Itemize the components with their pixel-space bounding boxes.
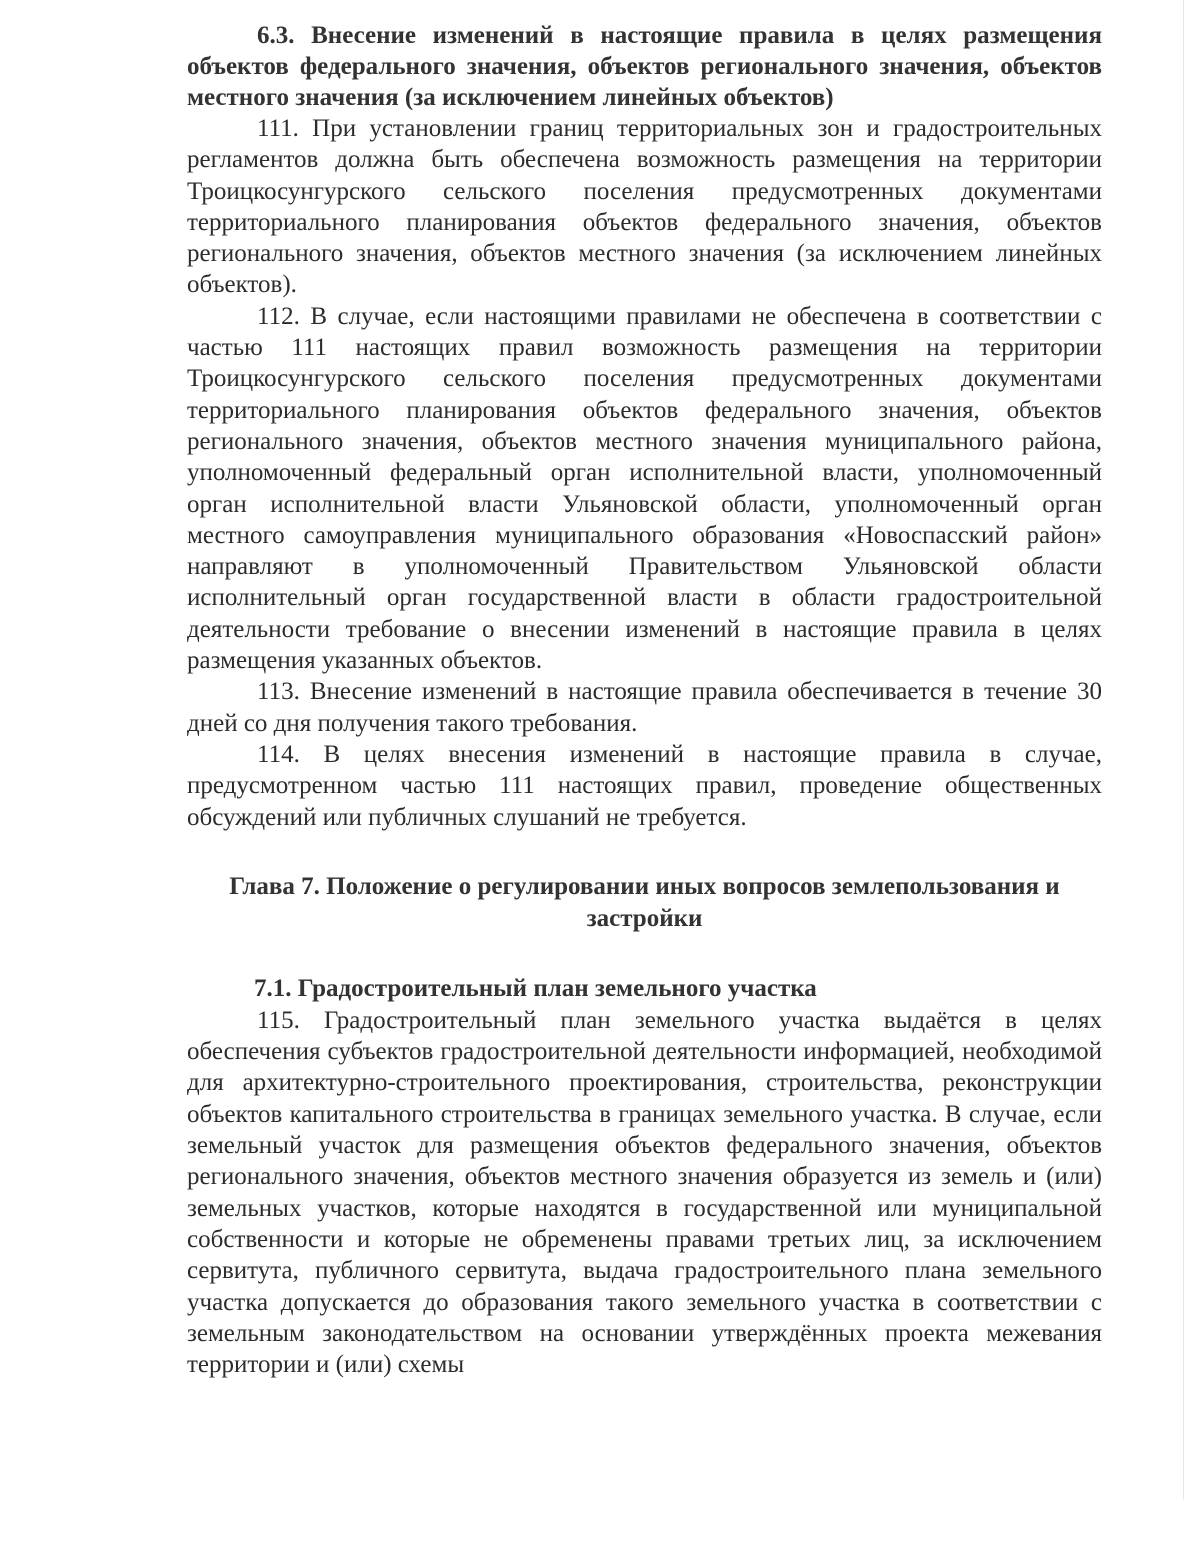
scan-edge-line [1183,0,1184,1500]
section-7-1-heading: 7.1. Градостроительный план земельного участка [254,974,817,1002]
paragraph-115: 115. Градостроительный план земельного участка выдаётся в целях обеспечения субъектов градостроительной деятельности информацией, необходимой для архитектурно-строительного проектирования, строительства, реконструкции объектов капитального строительства в границах земельного участка. В случае, если земельный участок для размещения объектов федерального значения, объектов регионального значения, объектов местного значения образуется из земель и (или) земельных участков, которые находятся в государственной или муниципальной собственности и которые не обременены правами третьих лиц, за исключением сервитута, публичного сервитута, выдача градостроительного плана земельного участка допускается до образования такого земельного участка в соответствии с земельным законодательством на основании утверждённых проекта межевания территории и (или) схемы [187,1006,1102,1379]
chapter-7-title: Глава 7. Положение о регулировании иных вопросов землепользования и застройки [229,872,1060,932]
document-body [187,20,1102,1380]
paragraph-112: 112. В случае, если настоящими правилами не обеспечена в соответствии с частью 111 настоящих правил возможность размещения на территории Троицкосунгурского сельского поселения предусмотренных документами территориального планирования объектов федерального значения, объектов регионального значения, объектов местного значения муниципального района, уполномоченный федеральный орган исполнительной власти, уполномоченный орган исполнительной власти Ульяновской области, уполномоченный орган местного самоуправления муниципального образования «Новоспасский район» направляют в уполномоченный Правительством Ульяновской области исполнительный орган государственной власти в области градостроительной деятельности требование о внесении изменений в настоящие правила в целях размещения указанных объектов. [187,302,1102,675]
paragraph-111: 111. При установлении границ территориальных зон и градостроительных регламентов должна быть обеспечена возможность размещения на территории Троицкосунгурского сельского поселения предусмотренных документами территориального планирования объектов федерального значения, объектов регионального значения, объектов местного значения (за исключением линейных объектов). [187,115,1102,299]
paragraph-114: 114. В целях внесения изменений в настоящие правила в случае, предусмотренном частью 111 настоящих правил, проведение общественных обсуждений или публичных слушаний не требуется. [187,740,1102,831]
section-6-3-heading: 6.3. Внесение изменений в настоящие правила в целях размещения объектов федерального значения, объектов регионального значения, объектов местного значения (за исключением линейных объектов) [187,22,1102,111]
paragraph-113: 113. Внесение изменений в настоящие правила обеспечивается в течение 30 дней со дня получения такого требования. [187,678,1102,737]
